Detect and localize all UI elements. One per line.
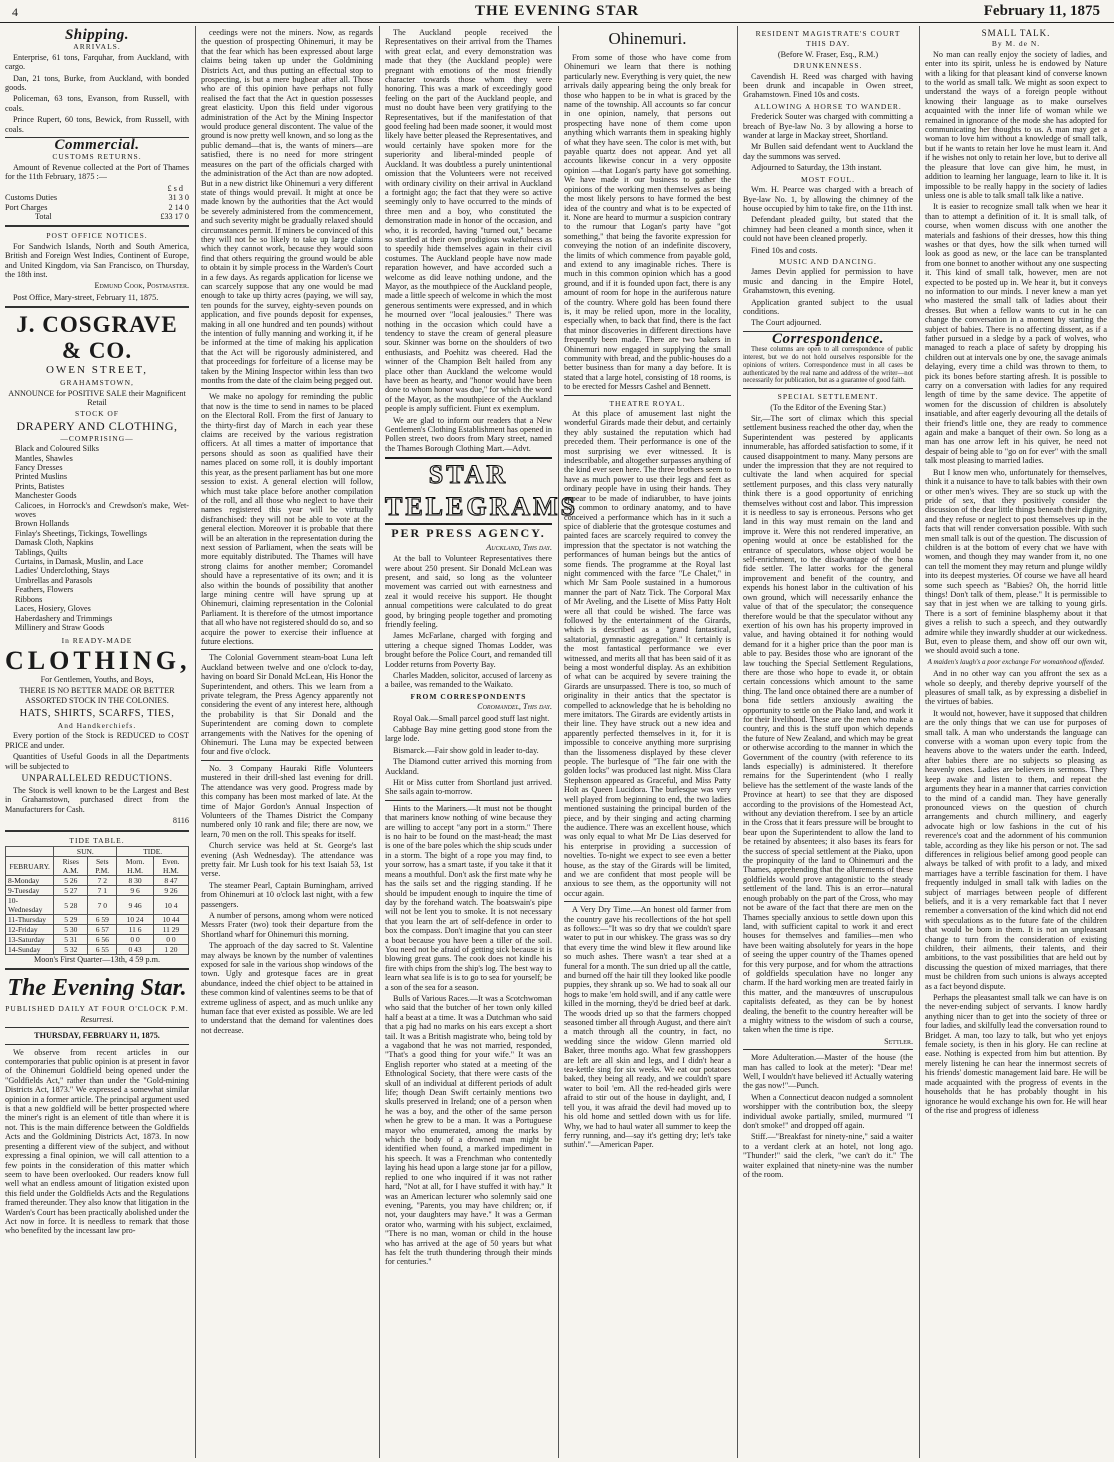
- article-paragraph: A number of persons, among whom were noticed Messrs Frater (two) took their departure from the Shortland wharf for Ohinemuri this morning.: [201, 910, 373, 939]
- telegram-item: Charles Madden, solicitor, accused of larceny as a bailee, was remanded to the Waikato.: [385, 670, 552, 690]
- goods-item: Finlay's Sheetings, Tickings, Towellings: [15, 528, 147, 538]
- advertiser-street: OWEN STREET,: [45, 364, 148, 377]
- divider: [5, 225, 189, 227]
- tide-row: [6, 876, 189, 886]
- customs-row-value: 2 14 0: [168, 202, 189, 212]
- letter-signature: Settler.: [884, 1036, 913, 1046]
- paper-title: THE EVENING STAR: [474, 3, 640, 19]
- this-day: THIS DAY.: [805, 39, 850, 49]
- tide-row: [6, 886, 189, 896]
- article-paragraph: And in no other way can you affront the sex as a whole so deeply, and thereby deprive yourself of the pleasures of small talk, as by expressing a disbelief in the virtues of babies.: [925, 669, 1107, 707]
- article-paragraph: The Colonial Government steam-boat Luna left Auckland between twelve and one o'clock to-day, having on board Sir Donald McLean, His Honor the Superintendent, and others. This we learn from a private telegram, the Press Agency apparently not considering the event of any interest here, although the probability is that Sir Donald and the Superintendent are coming down to complete arrangements with the Natives for the opening of Ohinemuri. The Luna may be expected between four and five o'clock.: [201, 653, 373, 757]
- tide-group-row: [6, 847, 189, 857]
- tide-tide-header: TIDE.: [117, 847, 189, 857]
- article-paragraph: We are glad to inform our readers that a New Gentlemen's Clothing Establishment has opened in Pollen street, two doors from Mary street, named the Thames Borough Clothing Mart.—Advt.: [385, 415, 552, 453]
- telegram-item: James McFarlane, charged with forging and uttering a cheque signed Thomas Lodder, was brought before the Police Court, and remanded till Lodder returns from Poverty Bay.: [385, 631, 552, 669]
- goods-item: Curtains, in Damask, Muslin, and Lace: [15, 557, 144, 567]
- case-heading: MOST FOUL.: [800, 174, 856, 184]
- article-paragraph: We make no apology for reminding the public that now is the time to send in names to be placed on the Electoral Roll. From the first of January to the thirty-first day of March in each year these claims are received by the various registration officers. At all times a matter of importance that persons should as soon as qualified have their names placed on some roll, it is doubly important this year, as the present parliament has but one more session to exist. A general election will follow, which must take place before another compilation of the roll, and all those who neglect to have their names registered this year will be virtually disfranchised: they will not be able to vote at the general election. Moreover it is probable that there will be an alteration in the representation during the next session of Parliament, when the seats will be more equitably distributed. The Thames will have strong claims for another member; Coromandel should have a representative of its own; and it is also within the bounds of possibility that another large mining centre will have sprung up at Ohinemuri, claiming representation in the Colonial Parliament. It is therefore of the utmost importance that all who have not registered should do so, and so acquire the power to exercise their influence at future elections.: [201, 392, 373, 646]
- goods-item: Ladies' Underclothing, Stays: [15, 566, 110, 576]
- small-talk-heading: SMALL TALK.: [981, 28, 1051, 38]
- telegram-item: Cabbage Bay mine getting good stone from the large lode.: [385, 725, 552, 744]
- goods-item: Laces, Hosiery, Gloves: [15, 604, 91, 614]
- column-1: [5, 28, 189, 1458]
- case-paragraph: Application granted subject to the usual conditions.: [743, 297, 913, 316]
- tide-cell: 5 30: [54, 925, 88, 935]
- goods-item: Millinery and Straw Goods: [15, 622, 105, 632]
- tide-cell: 9 6: [117, 886, 153, 896]
- article-paragraph: A Very Dry Time.—An honest old farmer from the country gave his recollections of the hot spell as follows:—"It was so dry that we couldn't spare water to put in our whiskey. The grass was so dry that every time the wind blew it flew around like so much ashes. There wasn't a tear shed at a funeral for a month. The sun dried up all the cattle, and burned off the hair till they looked like poodle puppies, they shrank up so. We had to soak all our hogs to make 'em hold swill, and if any cattle were killed in the morning, they'd be dried beef at dark. The woods dried up so that the farmers chopped seasoned timber all through August, and there ain't a match through all the country, in fact, no wedding since the widow Glenn married old Baker, three months ago. What few grasshoppers are left are all skin and legs, and I didn't hear a tea-kettle sing for six weeks. We eat our potatoes baked, they being all ready, and we couldn't spare water to boil 'em. All the red-headed girls were afraid to stir out of the house in daylight, and, I tell you, it was afraid the devil had moved up to his old home and settled down with us for life. Why, we had to haul water all summer to keep the ferry running, and—say it's getting dry; let's take suthin'."—American Paper.: [564, 905, 731, 1150]
- customs-row: [5, 203, 189, 212]
- hats-heading: HATS, SHIRTS, SCARFS, TIES,: [19, 707, 175, 719]
- arrival-item: Enterprise, 61 tons, Farquhar, from Auckland, with cargo.: [5, 52, 189, 72]
- goods-item: Damask Cloth, Napkins: [15, 538, 94, 548]
- goods-list: [5, 444, 189, 632]
- arrival-item: Policeman, 63 tons, Evanson, from Russell, with coals.: [5, 94, 189, 113]
- tide-col-header: Morn. H.M.: [117, 857, 153, 876]
- divider: [5, 1027, 189, 1028]
- moon-phase: Moon's First Quarter—13th, 4 59 p.m.: [33, 955, 161, 964]
- tide-cell: 11-Thursday: [6, 915, 54, 925]
- article-paragraph: Hints to the Mariners.—It must not be thought that mariners know nothing of wine because they are willing to accept "any port in a storm." There is no hair to be found on the mast-head; the mast is one of the bare poles which the ship scuds under in a storm. The bight of a rope you may find, to your sorrow, has a smart taste, if you take it that it means a mouthful. Don't ask the first mate why he has the sails set and the rigging standing. If he should be impudent enough to inquire the time of day by the forehand watch. The boatswain's pipe will not be lent you to smoke. It is not necessary that you learn the art of self-defence in order to box the compass. Don't imagine that you can steer a boat because you have been a tiller of the soil. You need not be afraid of getting sick because it is blowing great guns. The cook does not kindle his fire with chips from the ship's log. The best way to learn what sea life is is to go to sea for yourself; be a son of the sea for a season.: [385, 803, 552, 992]
- goods-item: Fancy Dresses: [15, 463, 63, 472]
- telegram-item: Royal Oak.—Small parcel good stuff last night.: [393, 713, 550, 723]
- divider: [564, 901, 731, 902]
- tide-cell: 8 30: [117, 876, 153, 886]
- arrivals-heading: ARRIVALS.: [73, 42, 121, 52]
- tide-cell: 8-Monday: [6, 876, 54, 886]
- goods-item: Black and Coloured Silks: [15, 444, 99, 454]
- divider: [385, 800, 552, 801]
- tide-cell: 0 0: [117, 935, 153, 945]
- post-office-text: For Sandwich Islands, North and South America, British and Foreign West Indies, Continent of Europe, and United Kingdom, via San Francisco, on Thursday, the 18th inst.: [5, 241, 189, 279]
- advertiser-town: GRAHAMSTOWN,: [60, 378, 134, 388]
- ohinemuri-heading: Ohinemuri.: [608, 29, 687, 48]
- dateline: Auckland, This day.: [486, 542, 552, 552]
- stock-of: STOCK OF: [75, 409, 119, 419]
- article-paragraph: Church service was held at St. George's last evening (Ash Wednesday). The attendance was pretty fair. Mr Lush took for his text Isaiah 53, 1st verse.: [201, 841, 373, 879]
- tide-cell: 10-Wednesday: [6, 896, 54, 915]
- post-office-heading: POST OFFICE NOTICES.: [46, 231, 148, 241]
- divider: [564, 395, 731, 396]
- telegram-item: Bismarck.—Fair show gold in leader to-day.: [393, 745, 539, 755]
- tide-cell: 11 6: [117, 925, 153, 935]
- goods-item: Umbrellas and Parasols: [15, 575, 93, 585]
- tide-cell: 5 28: [54, 896, 88, 915]
- customs-intro: Amount of Revenue collected at the Port of Thames for the 11th February, 1875 :—: [5, 162, 189, 182]
- unparalleled: UNPARALLELED REDUCTIONS.: [21, 773, 173, 784]
- tide-heading: TIDE TABLE.: [69, 835, 125, 845]
- newspaper-nameplate: The Evening Star.: [7, 975, 187, 1002]
- customs-total-row: [5, 212, 189, 221]
- tide-col-header: Even. H.M.: [153, 857, 188, 876]
- tide-cell: 9-Tuesday: [6, 886, 54, 896]
- arrival-item: Dan, 21 tons, Burke, from Auckland, with bonded goods.: [5, 73, 189, 93]
- comprising: —COMPRISING—: [60, 433, 134, 443]
- goods-item: Calicoes, in Horrock's and Crewdson's make, Wet-woves: [15, 500, 189, 520]
- editorial-text: We observe from recent articles in our contemporaries that public opinion is at present in favor of the Ohinemuri Goldfield being opened under the "Goldfields Act," rather than under the "Gold-mining Districts Act, 1873." We expressed a somewhat similar opinion in a former article. The principal argument used is that a new goldfield will be better prospected where the miner's right is an element of title than where it is not. This is the main difference between the Goldfields Acts and the Goldmining Districts Act, 1873. In now presenting a different view of the subject, and without expressing a final opinion, we will call attention to a few points in the consideration of this matter which seem to have been overlooked. Our readers know full well what an endless amount of litigation existed upon this field under the Goldfields Acts and the Regulations framed thereunder. They also know that litigation in the Warden's Court has been practically abolished under the Act now in force. It is needless to remark that those who benefited by the incessant law pro-: [5, 1047, 189, 1236]
- to-editor: (To the Editor of the Evening Star.): [770, 402, 886, 412]
- article-paragraph: More Adulteration.—Master of the house (the man has called to look at the meter): "Dear me! Well, I wouldn't have believed it! Actually watering the gas now!"—Punch.: [743, 1053, 913, 1091]
- article-paragraph: At this place of amusement last night the wonderful Girards made their debut, and certainly they ably sustained the reputation which had preceded them. Their performance is one of the most surprising we ever witnessed. It is indescribable, and altogether surpasses anything of the kind ever seen here. The three brothers seem to have as much power to use their legs and feet as ordinary people have in using their hands. They appear to be made of indiarubber, to have joints not common to ordinary anatomy, and to have conceived a performance which has in it such a spice of diablerie that the grotesque costumes and painted faces are scarcely required to convey the impression that the spectator is not watching the performances of human beings but the antics of some fiends. The programme at the Royal last night commenced with the farce "Le Chalet," in which Mr Sam Poole sustained in a humorous manner the part of Natz Tick. The Corporal Max of Mr Aveling, and the Lisette of Miss Patty Holt were all that could be wished. The farce was followed by the entertainment of the Girards, which is described as a "grand fantastical, saltatorial, gymnastic aggregation." It certainly is the most fantastical performance we ever witnessed, and merits all that has been said of it as being a most wonderful display. As an exhibition of what can be acquired by severe training the Girards are unsurpassed. There is too, so much of originality in their antics that the spectator is compelled to acknowledge that he is beholding no mere imitators. The Girards are evidently artists in their line. They have struck out a new idea and apparently perfected themselves in it, for it is impossible to conceive anything more surprising than the lissomeness displayed by these clever people. The burlesque of "The fair one with the golden locks" was produced last night. Miss Clara Stephenson appeared as Graceful, and Miss Patty Holt as Queen Lucidora. The burlesque was very well played from beginning to end, the two ladies mentioned sustaining the principal burden of the piece, and by their singing and acting charming the audience. There was an excellent house, which was only equal to what Mr De Lias deserved for his enterprise in providing a succession of novelties. To-night we expect to see even a better house, as the stay of the Girards will be limited, and we are confident that most people will be anxious to see them, as the opportunity will not occur again.: [564, 409, 731, 898]
- advertiser-name: J. COSGRAVE & CO.: [16, 312, 178, 364]
- goods-item: Ribbons: [15, 594, 43, 604]
- article-paragraph: ceedings were not the miners. Now, as regards the question of prospecting Ohinemuri, it may be that the fear which has been expressed about large claims being taken up under the Goldmining Districts Act, and thus putting an effectual stop to prospecting, is but a mere bugbear after all. Those who are of this opinion have perhaps not fully realised the fact that the Act in question possesses great elasticity. Upon this field under vigorous administration of the Act by the Mining Inspector would produce general discontent. The value of the ground is now pretty well known, and so long as the public demand—that is, the wants of miners—are satisfied, there is no need for more stringent measures on the part of the officials charged with the administration of the Act than are now adopted. But in a new district like Ohinemuri a very different state of things would prevail. It might at once be made known by the authorities that the Act would be severely administered from the commencement, and such severity might be gradually relaxed should circumstances permit. If miners be convinced of this they will not be so likely to take up large claims which they cannot work, because they would soon find that others requiring the ground would be able to obtain it by simple process in the Warden's Court in a few days. As regards application for license we can scarcely suppose that any one would be mad enough to take up thirty acres (paying, we will say, ten pounds for the survey, eighty-seven pounds on application, and five pounds deposit for expenses, making in all one hundred and ten pounds) without the intention of fully manning and working it, if he be informed at the time of making his application that the Act will be rigorously administered, and that proceedings for forfeiture of a license may be taken by the Mining Inspector within less than two months from the date of the claim being pegged out.: [201, 28, 373, 386]
- goods-item: Brown Hollands: [15, 519, 69, 529]
- correspondence-note: These columns are open to all correspondence of public interest, but we do not hold ourselves responsible for the opinions of writers. Correspondence must in all cases be authenticated by the real name and address of the writer—not necessarily for publication, but as a guarantee of good faith.: [743, 346, 913, 385]
- divider: [743, 1049, 913, 1050]
- tide-cell: 6 59: [88, 915, 117, 925]
- case-heading: MUSIC AND DANCING.: [779, 256, 877, 266]
- tide-cell: 5 27: [54, 886, 88, 896]
- tide-cell: 8 47: [153, 876, 188, 886]
- post-office-signature: Edmund Cook, Postmaster.: [94, 281, 189, 291]
- tide-corner: [6, 847, 54, 857]
- tide-cell: 7 0: [88, 896, 117, 915]
- commercial-heading: Commercial.: [54, 137, 140, 154]
- customs-total-label: Total: [35, 211, 52, 221]
- article-paragraph: When a Connecticut deacon nudged a somnolent worshipper with the contribution box, the sleepy individual awoke partially, smiled, murmured "I don't smoke!" and dropped off again.: [743, 1092, 913, 1131]
- column-6: [925, 28, 1107, 1458]
- tide-cell: 11 29: [153, 925, 188, 935]
- correspondence-heading: Correspondence.: [771, 330, 885, 347]
- tide-cell: 13-Saturday: [6, 935, 54, 945]
- tide-cell: 0 0: [153, 935, 188, 945]
- announcement: ANNOUNCE for POSITIVE SALE their Magnificent Retail: [8, 388, 186, 407]
- case-paragraph: Wm. H. Pearce was charged with a breach of Bye-law No. 1, by allowing the chimney of the house occupied by him to take fire, on the 11th inst.: [743, 185, 913, 213]
- letter-text: Sir,—The sort of climax which this special settlement business reached the other day, when the Superintendent was pestered by applicants innumerable, has afforded satisfaction to some, if it caused disappointment to many. Many persons are under the impression that they are not required to cultivate the land when acquired for special settlement purposes, and this class very naturally think there is a good opportunity of enriching themselves without cost and labor. This impression it is needless to say is erroneous. Persons who get land in this way must remain on the land and improve it. Were this not rendered imperative, an opening would at once be established for the entrance of speculators, whose object would be self-enrichment, to the disadvantage of the bona fide settler. The latter works for the general improvement and benefit of the country, and expends his honest labor in the cultivation of his own ground, which will necessarily enhance the value of that of the speculator; the consequence therefore would be that the speculator without any exertion of his own has his property improved in value, and having obtained it for nothing would demand for it a higher price than the poor man is able to pay. Besides those who are ignorant of the law touching the Special Settlement Regulations, there are those who hope to evade it, or obtain certain concessions which amount to the same thing. The land once obtained there are a number of bona fide settlers anxiously awaiting the opportunity to settle on the Piako land, and work it for their livelihood. These are the men who make a country, and this is the stuff upon which depends the future of New Zealand, and which may be great or otherwise according to the manner in which the Government of the country (with reference to its lands especially) is administered. It therefore remains for the Superintendent (who I really believe has the settlement of the waste lands of the Province at heart) to see that they are disposed according to the provisions of the Homestead Act, without any deviation therefrom. I see by an article in the Cross that it fears pressure will be brought to bear upon the Superintendent to allow the land to be retained by absentees; it also bases its fears for the success of special settlement at the Piako, upon the propinquity of the land to Ohinemuri and the Thames, apprehending that the allurements of these goldfields would prove antagonistic to the steady settlement of the land. This is an error—natural enough probably on the part of the Cross, who may not be aware of the fact that there are men on the Thames specially anxious to settle down upon this land, with sufficient capital to work it and erect houses for themselves and families—men who have been waiting absolutely for years in the hope of seeing the upper country of the Thames opened for this very purpose, and for whom the attractions of goldfields speculation have no longer any charm. If the hard working men are treated fairly in this matter, and the manœuvres of unscrupulous capitalists defeated, as they can be by honest dealing, the benefit to the country hereafter will be a mighty witness to the wisdom of such a course, taken when the time is ripe.: [743, 413, 913, 1035]
- article-paragraph: But I know men who, unfortunately for themselves, think it a nuisance to have to talk babies with their own or other men's wives. They are so stuck up with the pride of sex, that they positively consider the discussion of the dear little things beneath their dignity, and they refuse or neglect to post themselves up in the facts that will render conversation possible. With such men small talk is out of the question. The discussion of children is at the bottom of every chat we have with women, and though they may wander from it, no one can tell the moment they may return and plunge wildly into its deepest mysteries. Of course we have all heard some such speech as "Babies? Oh, the horrid little things! Don't talk of them, please." It is permissible to say that in jest when we are talking to young girls. There is a sort of feminine blasphemy about it that gives a relish to such a speech, and they outwardly admire while they inwardly shudder at our wickedness. But, even to please them, and show off our own wit, we should avoid such a tone.: [925, 467, 1107, 656]
- case-heading: DRUNKENNESS.: [793, 61, 863, 71]
- divider: [5, 968, 189, 970]
- customs-units: £ s d: [167, 183, 183, 193]
- customs-row: [5, 193, 189, 202]
- tide-cell: 14-Sunday: [6, 945, 54, 955]
- tide-cell: 5 26: [54, 876, 88, 886]
- article-paragraph: From some of those who have come from Ohinemuri we learn that there is nothing particularly new. Everything is very quiet, the new arrivals daily appearing being the only break for those who happen to be in what is graced by the name of the township. All accounts so far concur in one opinion, namely, that persons out prospecting have none of them come upon anything which warrants them in speaking highly of what they have seen. The color is met with, but payable quartz does not appear. And yet all accounts likewise concur in a very opposite opinion —that Logan's party have got something. We have made it our business to gather the opinions of the working men themselves as being the most likely persons to have formed the best idea of the country and what is to be expected of it. None are heard to murmur a suspicion contrary to the rumour that Logan's party have "got something," that being the favorite expression for conveying the notion of an indefinite discovery, the limits of which commence from payable gold, and extend to any imaginable riches. There is much in this common opinion which has a good ground, and if it is founded upon fact, there is any amount of room for hope in the auriferous nature of the country. Where gold has been found there is, it may be relied upon, more in the locality, especially when, to back that find, there is the fact that minor discoveries in different directions have frequently been made. There are two bakers in Ohinemuri now engaged in supplying the small community with bread, and the public-houses do a better business than for many a day before. It is stated that a large hotel, consisting of 18 rooms, is to be erected for Messrs Cashel and Bennett.: [564, 53, 731, 392]
- published-note: PUBLISHED DAILY AT FOUR O'CLOCK P.M.: [5, 1004, 189, 1014]
- tide-cell: 7 1: [88, 886, 117, 896]
- telegram-item: The Diamond cutter arrived this morning from Auckland.: [385, 757, 552, 776]
- tide-table: [5, 846, 189, 955]
- tide-cell: 5 29: [54, 915, 88, 925]
- goods-item: Manchester Goods: [15, 491, 77, 501]
- tide-row: [6, 935, 189, 945]
- goods-item: Feathers, Flowers: [15, 585, 74, 595]
- telegram-item: Hit or Miss cutter from Shortland just arrived. She sails again to-morrow.: [385, 778, 552, 797]
- case-heading: ALLOWING A HORSE TO WANDER.: [754, 101, 902, 111]
- telegram-item: At the ball to Volunteer Representatives there were about 250 present. Sir Donald McLean was present, and said, so long as the volunteer movement was carried out with earnestness and zeal it would receive his support. He thought annual competitions were calculated to do great good, by bringing people together and promoting friendly feeling.: [385, 554, 552, 629]
- telegrams-heading: STAR TELEGRAMS: [385, 457, 552, 525]
- article-paragraph: It is easier to recognize small talk when we hear it than to attempt a definition of it. It is small talk, of course, when women discuss with one another the materials and fashions of their dresses, how this thing washes or that dyes, how the silk when turned will look as good as new, or the lace can be transplanted from one bonnet to another without any one suspecting it. This kind of small talk, however, men are not expected to be posted up in. We hear it, but it conveys no information to our minds. I never knew a man yet who mastered the small talk of ladies about their dresses. But when a fellow wants to cut in he can change the conversation in a moment by starting the subject of babies. There is no affecting dissent, as if a father pursued in a sledge by a pack of wolves, who managed to reach a place of safety by dropping his children out at intervals one by one, the savage animals delaying, every time a child was thrown to them, to pick its bones before starting afresh. It is possible to carry on a conversation with ladies for any required length of time by the same device. The appetite of women for the discussion of children is absolutely insatiable, and after eagerly devouring all the details of their friend's little one, they are ready to commence again and make a banquet of their own. So long as a man has one arrow left in his quiver, he need not despair of being able to "go on for ever" with the small talk most pleasing to married ladies.: [925, 202, 1107, 466]
- tide-cell: 10 24: [117, 915, 153, 925]
- clothing-heading: CLOTHING,: [5, 645, 191, 675]
- case-paragraph: Fined 10s and costs.: [751, 245, 818, 255]
- tide-cell: 6 56: [88, 935, 117, 945]
- column-rule: [195, 26, 196, 1458]
- article-paragraph: The approach of the day sacred to St. Valentine may always be known by the number of valentines exposed for sale in the various shop windows of the town. Ugly and grotesque faces are in great abundance, indeed the chief object to be attained in these common kind of valentines seems to be that of extreme ugliness of aspect, and as much unlike any human face that ever existed as possible. We are led to understand that the demand for valentines does not decrease.: [201, 941, 373, 1035]
- arrival-item: Prince Rupert, 60 tons, Bewick, from Russell, with coals.: [5, 115, 189, 134]
- page-number: 4: [12, 5, 18, 19]
- column-5: [743, 28, 913, 1458]
- customs-heading: CUSTOMS RETURNS.: [52, 152, 142, 162]
- theatre-heading: THEATRE ROYAL.: [609, 398, 686, 408]
- tide-row: [6, 945, 189, 955]
- tide-cell: 9 46: [117, 896, 153, 915]
- tide-cell: 5 31: [54, 935, 88, 945]
- tide-cell: 5 32: [54, 945, 88, 955]
- court-heading: RESIDENT MAGISTRATE'S COURT: [755, 29, 901, 38]
- drapery-heading: DRAPERY AND CLOTHING,: [16, 418, 178, 433]
- divider: [743, 388, 913, 389]
- tide-cell: 0 43: [117, 945, 153, 955]
- goods-item: Prints, Batistes: [15, 481, 65, 491]
- post-office-place: Post Office, Mary-street, February 11, 1875.: [13, 292, 159, 302]
- goods-item: Mantles, Shawles: [15, 453, 73, 463]
- issue-date-header: February 11, 1875: [983, 3, 1100, 19]
- tide-row: [6, 925, 189, 935]
- case-paragraph: Adjourned to Saturday, the 13th instant.: [751, 163, 882, 173]
- article-paragraph: No man can really enjoy the society of ladies, and enter into its spirit, unless he is endowed by Nature with a liking for that pleasant kind of converse known to the world as small talk. We might as soon expect to understand the ways of a foreign people without knowing their language as to make ourselves acquainted with the inner life of woman while we remained in ignorance of the mode she has adopted for communicating her thoughts to us. A man may get a woman to love him without a knowledge of small talk, but if he wants to retain her love he must learn it. And if he wishes not only to retain her love, but to derive all the pleasure that love can give him, he must, in addition to learning her language, learn to like it. It is impossible to be really happy in the society of ladies unless one is able to talk small talk like a native.: [925, 49, 1107, 200]
- tide-cell: 6 55: [88, 945, 117, 955]
- article-paragraph: Perhaps the pleasantest small talk we can have is on the never-ending subject of servants. I know hardly anything nicer than to get into the society of three or four ladies, and skilfully lead the conversation round to Bridget. A man, too lazy to talk, but who yet enjoys female society, is then in his glory. He can recline at ease. Nothing is expected from him but attention. By merely listening he can hear the innermost secrets of his friends' domestic management laid bare. He will be made acquainted with the progress of events in the households that he has probably thought in his ignorance he would exchange his own for. He will hear of the rise and progress of idleness: [925, 993, 1107, 1115]
- column-rule: [558, 26, 559, 1458]
- for-gentlemen: For Gentlemen, Youths, and Boys,: [40, 674, 154, 684]
- case-paragraph: Cavendish H. Reed was charged with having been drunk and incapable in Owen street, Grahamstown. Fined 10s and costs.: [743, 71, 913, 100]
- goods-item: Printed Muslins: [15, 472, 68, 482]
- divider: [201, 760, 373, 761]
- letter-heading: SPECIAL SETTLEMENT.: [777, 392, 879, 402]
- column-rule: [919, 26, 920, 1458]
- case-paragraph: Defendant pleaded guilty, but stated that the chimney had been cleaned a month since, when it could not have been cleaned properly.: [743, 215, 913, 244]
- quantities: Quantities of Useful Goods in all the Departments will be subjected to: [5, 752, 189, 771]
- article-paragraph: The steamer Pearl, Captain Burningham, arrived from Ohinemuri at 10 o'clock last night, with a few passengers.: [201, 880, 373, 909]
- article-paragraph: Bulls of Various Races.—It was a Scotchwoman who said that the butcher of her town only killed half a beast at a time. It was a Dutchman who said that a pig had no marks on his ears except a short tail. It was a British magistrate who, being told by a vagabond that he was not married, responded, "That's a good thing for your wife." It was an English reporter who stated at a meeting of the Ethnological Society, that there were casts of the skull of an individual at different periods of adult life; though Dean Swift certainly mentions two skulls preserved in Ireland; one of a person when he was a boy, and the other of the same person when he grew to be a man. It was a Portuguese mayor who enumerated, among the marks by which the body of a drowned man might be identified when found, a marked impediment in his speech. It was a Frenchman who contentedly laying his head upon a large stone jar for a pillow, replied to one who inquired if it was not rather hard, "Not at all, for I have stuffed it with hay." It was an American lecturer who solemnly said one evening, "Parents, you may have children; or, if not, your daughters may have." It was a German orator who, warming with his subject, exclaimed, "There is no man, woman or child in the house who has arrived at the age of 50 years but what has felt the truth thundering through their minds for centuries.": [385, 993, 552, 1267]
- divider: [5, 306, 189, 308]
- article-paragraph: Stiff.—"Breakfast for ninety-nine," said a waiter to a verdant clerk at an hotel, not long ago. "Thunder!" said the clerk, "we can't do it." The waiter explained that ninety-nine was the number of the room.: [743, 1132, 913, 1180]
- case-paragraph: James Devin applied for permission to have music and dancing in the Empire Hotel, Grahamstown, this evening.: [743, 267, 913, 296]
- tide-col-header: FEBRUARY.: [6, 857, 54, 876]
- tide-row: [6, 915, 189, 925]
- tide-cell: 7 2: [88, 876, 117, 886]
- divider: [5, 1044, 189, 1045]
- tide-row: [6, 896, 189, 915]
- handkerchiefs: And Handkerchiefs.: [57, 720, 137, 730]
- goods-item: Haberdashery and Trimmings: [15, 613, 113, 623]
- column-2: [201, 28, 373, 1458]
- agency-heading: PER PRESS AGENCY.: [391, 526, 546, 541]
- column-rule: [737, 26, 738, 1458]
- masthead: [0, 0, 1114, 23]
- byline: By M. de N.: [991, 39, 1041, 49]
- ready-made: In READY-MADE: [61, 636, 133, 646]
- divider: [201, 649, 373, 650]
- before-magistrate: (Before W. Fraser, Esq., R.M.): [777, 49, 879, 59]
- column-rule: [379, 26, 380, 1458]
- no-better-stock: THERE IS NO BETTER MADE OR BETTER ASSORTED STOCK IN THE COLONIES.: [19, 686, 175, 705]
- tide-col-header: Sets P.M.: [88, 857, 117, 876]
- quoted-verse: A maiden's laugh's a poor exchange For womanhood offended.: [927, 657, 1105, 666]
- every-portion: Every portion of the Stock is REDUCED to COST PRICE and under.: [5, 731, 189, 750]
- customs-row-value: 31 3 0: [168, 193, 189, 203]
- stock-known: The Stock is well known to be the Largest and Best in Grahamstown, purchased direct from the Manufacturers for Cash.: [5, 785, 189, 814]
- dateline: Coromandel, This day.: [477, 702, 552, 712]
- ad-number: 8116: [172, 816, 189, 826]
- divider: [5, 830, 189, 832]
- divider: [201, 388, 373, 389]
- customs-row-label: Customs Duties: [5, 193, 58, 203]
- tide-header-row: [6, 857, 189, 876]
- case-paragraph: Frederick Souter was charged with committing a breach of Bye-law No. 3 by allowing a horse to wander at large in Mackay street, Shortland.: [743, 112, 913, 141]
- tide-sun-header: SUN.: [54, 847, 117, 857]
- article-paragraph: The Auckland people received the Representatives on their arrival from the Thames with great eclat, and every demonstration was made that they (the Auckland people) were pregnant with emotions of the most friendly character towards those whom they were honoring. This was a mark of exceedingly good feeling on the part of the Auckland people, and must no doubt have been very gratifying to the Representatives, but if the manifestation of that good feeling had been made sooner, it would most likely have better pleased the Representatives, and would certainly have spoken more for the superiority and liberal-minded people of Auckland. It was doubtless a purely unintentional omission that the Volunteers were not received with ordinary civility on their arrival in Auckland a fortnight ago; the fact that they were so active seemingly only to have occurred to the minds of three men and a boy, who constituted the demonstration made in honor of the occasion, and who, it is recorded, having "turned out," became so startled at their own prodigious wakefulness as to speedily hide themselves again in their civil costumes. The Auckland people have now made reparation however, and have accorded such a welcome as did leave nothing undone, and the Mayor, as the mouthpiece of the Auckland people, made a little speech of welcome in which the most generous sentiments were expressed, and in which he mourned over "local jealousies." There was nothing in the occasion which could have a tendency to stave the cream of general pleasure sour. Skinner was borne on the shoulders of two enthusiasts, and Poehitz was cheered. Had the winner of the Champion Belt hailed from any place other than Auckland the welcome would have been as hearty, and "honor would have been done to whom honor was due," for which the word of the Mayor, as the mouthpiece of the Auckland people is amply sufficient. Fiunt ex exemplum.: [385, 28, 552, 414]
- editorial-date: THURSDAY, FEBRUARY 11, 1875.: [34, 1031, 160, 1041]
- case-paragraph: Mr Bullen said defendant went to Auckland the day the summons was served.: [743, 142, 913, 161]
- tide-col-header: Rises A.M.: [54, 857, 88, 876]
- column-4: [564, 28, 731, 1458]
- motto: Resurresi.: [80, 1014, 114, 1024]
- tide-cell: 12-Friday: [6, 925, 54, 935]
- column-3: [385, 28, 579, 1458]
- tide-cell: 6 57: [88, 925, 117, 935]
- customs-total-value: £33 17 0: [160, 211, 189, 221]
- article-paragraph: No. 3 Company Hauraki Rifle Volunteers mustered in their drill-shed last evening for drill. The attendance was very good. Progress made by this company has been most marked of late. At the time of Major Gordon's Annual Inspection of Volunteers of the Thames District the Company numbered only 10 rank and file; there are now, we learn, 70 men on the roll. This speaks for itself.: [201, 763, 373, 839]
- case-paragraph: The Court adjourned.: [751, 318, 822, 328]
- tide-cell: 10 4: [153, 896, 188, 915]
- tide-cell: 9 26: [153, 886, 188, 896]
- correspondents-heading: FROM CORRESPONDENTS: [410, 691, 527, 701]
- article-paragraph: It would not, however, have it supposed that children are the only things that we can use for purposes of small talk. A man who understands the language can converse with a woman upon every topic from the heavens above to the waters under the earth. Indeed, after babies there are no subjects so pleasing as heavenly ones. Ladies are believers in sermons. They keep awake and listen to them, and repeat the arguments they hear in a manner that carries conviction to the mind of a candid man. They have generally pronounced views on the question of church arrangements and church millinery, and eagerly advocate high or low fashions in the cut of his reverence's coat and the adornment of his communion table, according as they like his person or not. The sad differences in religious belief among good people can always be talked of with profit to a lady, and mixed marriages have a terrible fascination for them. I have frequently indulged in small talk with ladies on the subject of marriages between people of different beliefs, and it is a very remarkable fact that I never remember a conversation of the kind which did not end with speculations as to the future fate of the children that would be born in them. It is not an unpleasant change to turn from the consideration of existing children, their ailments, their talents, and their ambitions, to the vast possibilities that are held out by discussing the question of mixed marriages, that there must be children from such unions is always accepted as a fact beyond dispute.: [925, 708, 1107, 991]
- tide-cell: 1 20: [153, 945, 188, 955]
- shipping-heading: Shipping.: [64, 27, 130, 43]
- goods-item: Tablings, Quilts: [15, 547, 68, 557]
- customs-row-label: Port Charges: [5, 202, 48, 212]
- tide-cell: 10 44: [153, 915, 188, 925]
